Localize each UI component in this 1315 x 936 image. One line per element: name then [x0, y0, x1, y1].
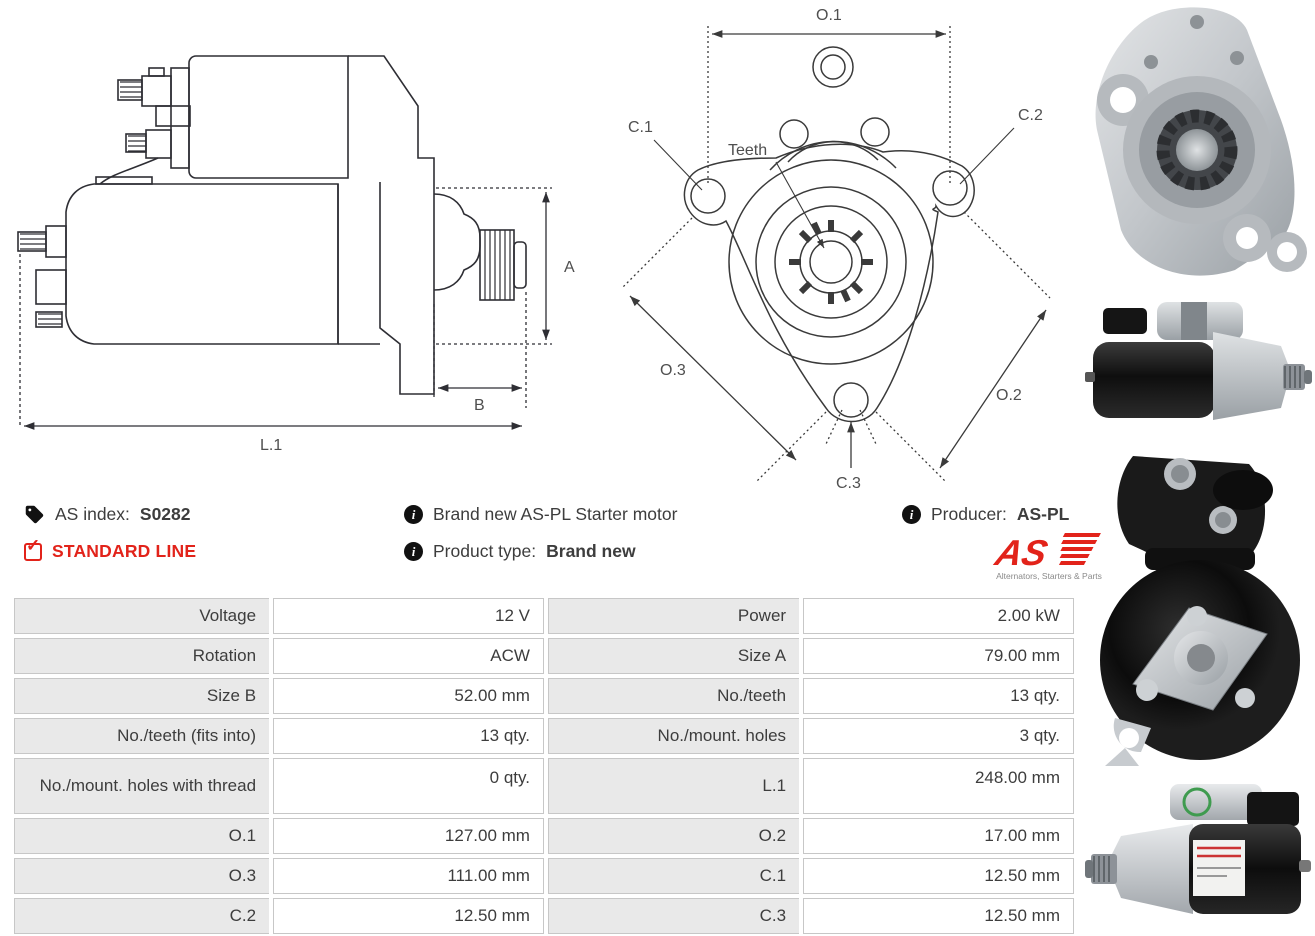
as-index-row [24, 504, 196, 525]
spec-value-cell: 127.00 mm [273, 818, 544, 854]
spec-value-cell: 248.00 mm [803, 758, 1074, 814]
spec-label-cell: C.3 [548, 898, 799, 934]
spec-label-cell: O.1 [14, 818, 269, 854]
dim-c1-label: C.1 [628, 119, 653, 136]
table-row [14, 638, 1074, 674]
info-icon: i [404, 505, 423, 524]
as-index-label: AS index: [55, 504, 130, 524]
table-row [14, 678, 1074, 714]
as-index-value: S0282 [139, 504, 191, 524]
dim-l1-label: L.1 [260, 437, 283, 454]
front-view-diagram [598, 0, 1080, 495]
spec-value-cell: 111.00 mm [273, 858, 544, 894]
product-type-row [404, 541, 677, 562]
dim-o2-label: O.2 [996, 387, 1022, 404]
producer-row [902, 504, 1124, 525]
spec-value-cell: 3 qty. [803, 718, 1074, 754]
dim-b-label: B [474, 397, 485, 414]
spec-label-cell: Power [548, 598, 799, 634]
checkbox-icon: ✓ [24, 543, 42, 561]
product-type-label: Product type: [433, 541, 537, 561]
standard-line-row [24, 535, 197, 562]
standard-line-label: STANDARD LINE [52, 541, 197, 561]
spec-label-cell: No./mount. holes [548, 718, 799, 754]
spec-label-cell: C.2 [14, 898, 269, 934]
table-row [14, 598, 1074, 634]
product-photo-side[interactable] [1085, 286, 1315, 444]
product-photo-rear[interactable] [1085, 448, 1315, 770]
dim-c3-label: C.3 [836, 475, 861, 492]
table-row [14, 898, 1074, 934]
product-photo-side-2[interactable] [1085, 772, 1315, 936]
info-group-right [902, 504, 1124, 585]
table-row [14, 858, 1074, 894]
spec-value-cell: 0 qty. [273, 758, 544, 814]
info-group-left [24, 504, 196, 562]
spec-label-cell: Size B [14, 678, 269, 714]
dim-o3-label: O.3 [660, 362, 686, 379]
spec-label-cell: O.2 [548, 818, 799, 854]
product-type-value: Brand new [546, 541, 636, 561]
side-view-diagram [8, 38, 588, 458]
product-photo-front[interactable] [1085, 0, 1315, 282]
logo-tagline: Alternators, Starters & Parts [996, 571, 1102, 581]
as-pl-logo [974, 531, 1124, 585]
spec-value-cell: 79.00 mm [803, 638, 1074, 674]
teeth-label: Teeth [728, 142, 768, 159]
dim-c2-label: C.2 [1018, 107, 1043, 124]
spec-label-cell: No./teeth (fits into) [14, 718, 269, 754]
spec-value-cell: 2.00 kW [803, 598, 1074, 634]
producer-value: AS-PL [1016, 504, 1070, 524]
info-icon: i [902, 505, 921, 524]
spec-value-cell: 52.00 mm [273, 678, 544, 714]
spec-label-cell: No./mount. holes with thread [14, 758, 269, 814]
tag-icon [24, 504, 45, 525]
spec-label-cell: Size A [548, 638, 799, 674]
dim-o1-label: O.1 [816, 7, 842, 24]
spec-value-cell: 12.50 mm [803, 858, 1074, 894]
spec-label-cell: C.1 [548, 858, 799, 894]
spec-value-cell: 13 qty. [273, 718, 544, 754]
spec-label-cell: O.3 [14, 858, 269, 894]
producer-label: Producer: [931, 504, 1007, 524]
spec-value-cell: 13 qty. [803, 678, 1074, 714]
table-row [14, 818, 1074, 854]
info-icon: i [404, 542, 423, 561]
dim-a-label: A [564, 259, 575, 276]
spec-label-cell: Voltage [14, 598, 269, 634]
spec-value-cell: 17.00 mm [803, 818, 1074, 854]
table-row [14, 718, 1074, 754]
spec-label-cell: Rotation [14, 638, 269, 674]
brand-new-row [404, 504, 677, 525]
spec-label-cell: No./teeth [548, 678, 799, 714]
spec-value-cell: 12.50 mm [273, 898, 544, 934]
table-row [14, 758, 1074, 814]
spec-label-cell: L.1 [548, 758, 799, 814]
brand-new-text: Brand new AS-PL Starter motor [433, 504, 678, 524]
info-group-middle [404, 504, 677, 562]
spec-value-cell: 12.50 mm [803, 898, 1074, 934]
spec-value-cell: ACW [273, 638, 544, 674]
logo-wordmark: AS [991, 532, 1052, 573]
spec-value-cell: 12 V [273, 598, 544, 634]
spec-table [14, 598, 1074, 934]
